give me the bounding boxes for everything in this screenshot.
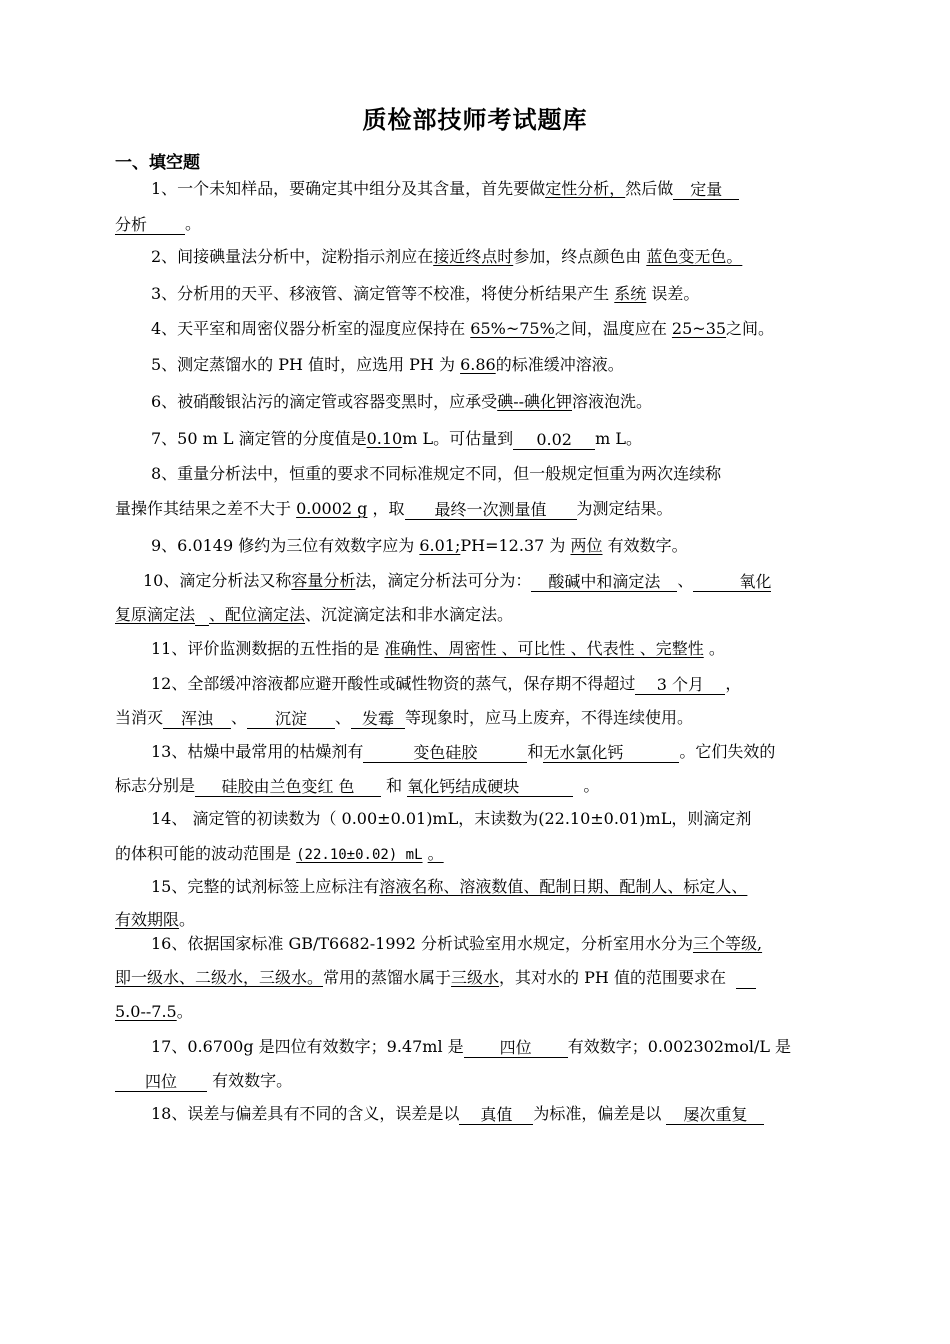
text: 有效数字；0.002302mol/L 是 — [567, 1037, 792, 1056]
text: 参加，终点颜色由 — [513, 247, 642, 266]
text: 。 — [583, 776, 600, 795]
text: 12、全部缓冲溶液都应避开酸性或碱性物资的蒸气，保存期不得超过 — [151, 674, 636, 693]
text: 的标准缓冲溶液。 — [495, 355, 624, 374]
answer-blank — [459, 1104, 533, 1125]
answer-blank — [195, 776, 381, 797]
answer: 0.10 — [366, 429, 403, 448]
answer: 、配位滴定法 — [209, 605, 306, 624]
text: 11、评价监测数据的五性指的是 — [151, 639, 380, 658]
text: 为测定结果。 — [576, 499, 673, 518]
answer-blank — [195, 605, 209, 626]
answer: 溶液名称、溶液数值、配制日期、配制人、标定人、 — [379, 877, 748, 896]
answer: 碘--碘化钾 — [497, 392, 573, 411]
text: 等现象时，应马上废弃，不得连续使用。 — [405, 708, 694, 727]
text: 。 — [176, 1002, 193, 1021]
question-17-line-1 — [115, 1036, 840, 1058]
answer-blank — [115, 214, 185, 235]
text: 3、分析用的天平、移液管、滴定管等不校准，将使分析结果产生 — [151, 284, 610, 303]
text: 5、测定蒸馏水的 PH 值时，应选用 PH 为 — [151, 355, 455, 374]
answer-blank — [163, 708, 231, 729]
answer: 发霉 — [362, 709, 395, 728]
text: 然后做 — [625, 179, 674, 198]
text: 有效数字。 — [607, 536, 688, 555]
question-10-line-2 — [115, 604, 840, 626]
answer-blank — [351, 708, 405, 729]
text: 、沉淀滴定法和非水滴定法。 — [305, 605, 514, 624]
answer-blank — [666, 1104, 764, 1125]
answer: 有效期限 — [115, 910, 180, 929]
answer: 沉淀 — [275, 709, 308, 728]
text: 和 — [527, 742, 544, 761]
answer-blank — [464, 1037, 568, 1058]
answer: 容量分析 — [291, 571, 356, 590]
text: 15、完整的试剂标签上应标注有 — [151, 877, 380, 896]
question-3 — [115, 283, 840, 305]
answer: 氧化钙结成硬块 — [407, 777, 520, 796]
text: 10、滴定分析法又称 — [143, 571, 292, 590]
text: 的体积可能的波动范围是 — [115, 844, 292, 863]
question-4 — [115, 318, 840, 340]
answer: 即一级水、二级水，三级水。 — [115, 968, 324, 987]
answer-blank — [693, 571, 771, 592]
question-12-line-1 — [115, 673, 840, 695]
text: PH=12.37 为 — [460, 536, 566, 555]
question-18 — [115, 1103, 840, 1125]
answer: 三级水 — [451, 968, 500, 987]
text: 。 — [179, 910, 196, 929]
answer: 最终一次测量值 — [434, 500, 547, 519]
question-13-line-1 — [115, 741, 840, 763]
text: 。 — [427, 844, 444, 863]
answer-blank — [736, 968, 756, 989]
question-8-line-2 — [115, 498, 840, 520]
answer: 0.0002 g — [296, 499, 368, 518]
question-14-line-2 — [115, 843, 840, 866]
question-16-line-2 — [115, 967, 840, 989]
answer: 3 个月 — [656, 675, 705, 694]
answer: 硅胶由兰色变红 色 — [221, 777, 355, 796]
answer-blank — [531, 571, 677, 592]
text: 。它们失效的 — [679, 742, 776, 761]
question-16-line-3 — [115, 1001, 840, 1023]
answer: (22.10±0.02) mL — [296, 847, 423, 863]
text: 6、被硝酸银沾污的滴定管或容器变黑时，应承受 — [151, 392, 498, 411]
answer-blank — [115, 1071, 207, 1092]
question-7 — [115, 428, 840, 450]
text: 18、误差与偏差具有不同的含义，误差是以 — [151, 1104, 460, 1123]
text: 8、重量分析法中，恒重的要求不同标准规定不同，但一般规定恒重为两次连续称 — [151, 464, 722, 483]
answer: 接近终点时 — [433, 247, 514, 266]
question-1-line-2 — [115, 213, 840, 235]
answer-blank — [513, 429, 595, 450]
text: 常用的蒸馏水属于 — [323, 968, 452, 987]
question-8-line-1 — [115, 463, 840, 485]
text: 误差。 — [651, 284, 700, 303]
answer: 准确性、周密性 、可比性 、代表性 、完整性 — [384, 639, 704, 658]
answer-blank — [247, 708, 335, 729]
text: 之间，温度应在 — [554, 319, 667, 338]
answer-blank — [407, 776, 573, 797]
question-9 — [115, 535, 840, 557]
answer: 65%~75% — [470, 319, 555, 338]
answer: 两位 — [570, 536, 603, 555]
text: 1、一个未知样品，要确定其中组分及其含量，首先要做 — [151, 179, 546, 198]
answer: 无水氯化钙 — [543, 743, 624, 762]
text: 16、依据国家标准 GB/T6682-1992 分析试验室用水规定，分析室用水分为 — [151, 934, 693, 953]
question-2 — [115, 246, 840, 268]
text: m L。 — [595, 429, 643, 448]
question-1-line-1 — [115, 178, 840, 200]
answer: 四位 — [144, 1072, 177, 1091]
text: 、 — [335, 708, 352, 727]
text: 。 — [185, 214, 202, 233]
text: ，其对水的 PH 值的范围要求在 — [499, 968, 726, 987]
answer-blank — [673, 179, 739, 200]
answer: 氧化 — [739, 572, 772, 591]
answer-blank — [543, 742, 679, 763]
question-10-line-1 — [115, 570, 840, 592]
answer: 6.01; — [419, 536, 461, 555]
question-17-line-2 — [115, 1070, 840, 1092]
text: 法，滴定分析法可分为： — [355, 571, 532, 590]
question-6 — [115, 391, 840, 413]
page-title: 质检部技师考试题库 — [362, 106, 588, 134]
text: 和 — [386, 776, 403, 795]
text: 7、50 m L 滴定管的分度值是 — [151, 429, 367, 448]
answer: 三个等级, — [692, 934, 763, 953]
answer: 25~35 — [671, 319, 727, 338]
text: 当消灭 — [115, 708, 164, 727]
text: ， — [725, 674, 742, 693]
text: 2、间接碘量法分析中，淀粉指示剂应在 — [151, 247, 434, 266]
answer: 屡次重复 — [683, 1105, 748, 1124]
text: 有效数字。 — [212, 1071, 293, 1090]
text: 为标准，偏差是以 — [533, 1104, 662, 1123]
text: 、 — [677, 571, 694, 590]
text: 之间。 — [726, 319, 775, 338]
text: 标志分别是 — [115, 776, 196, 795]
answer: 酸碱中和滴定法 — [548, 572, 661, 591]
answer: 蓝色变无色。 — [646, 247, 743, 266]
answer: 分析 — [115, 215, 148, 234]
text: ，取 — [372, 499, 405, 518]
text: 溶液泡洗。 — [572, 392, 653, 411]
text: 。 — [708, 639, 725, 658]
question-15-line-1 — [115, 876, 840, 898]
question-16-line-1 — [115, 933, 840, 955]
answer-blank — [635, 674, 725, 695]
question-5 — [115, 354, 840, 376]
answer: 定性分析， — [545, 179, 626, 198]
question-13-line-2 — [115, 775, 840, 797]
answer: 系统 — [614, 284, 647, 303]
question-11 — [115, 638, 840, 660]
answer: 复原滴定法 — [115, 605, 196, 624]
answer: 定量 — [690, 180, 723, 199]
answer: 四位 — [499, 1038, 532, 1057]
text: 14、 滴定管的初读数为（ 0.00±0.01)mL，末读数为(22.10±0.01)mL，则滴定剂 — [151, 809, 752, 828]
question-14-line-1 — [115, 808, 840, 830]
question-15-line-2 — [115, 909, 840, 931]
text: m L。可估量到 — [402, 429, 514, 448]
section-heading: 一、填空题 — [115, 153, 200, 173]
text: 9、6.0149 修约为三位有效数字应为 — [151, 536, 415, 555]
text: 4、天平室和周密仪器分析室的湿度应保持在 — [151, 319, 466, 338]
answer: 6.86 — [460, 355, 496, 374]
answer: 0.02 — [536, 430, 572, 449]
answer: 变色硅胶 — [413, 743, 478, 762]
text: 17、0.6700g 是四位有效数字；9.47ml 是 — [151, 1037, 464, 1056]
answer-blank — [363, 742, 527, 763]
question-12-line-2 — [115, 707, 840, 729]
answer: 浑浊 — [181, 709, 214, 728]
answer: 真值 — [480, 1105, 513, 1124]
answer-blank — [405, 499, 577, 520]
text: 、 — [231, 708, 248, 727]
text: 量操作其结果之差不大于 — [115, 499, 292, 518]
answer: 5.0--7.5 — [115, 1002, 177, 1021]
text: 13、枯燥中最常用的枯燥剂有 — [151, 742, 364, 761]
